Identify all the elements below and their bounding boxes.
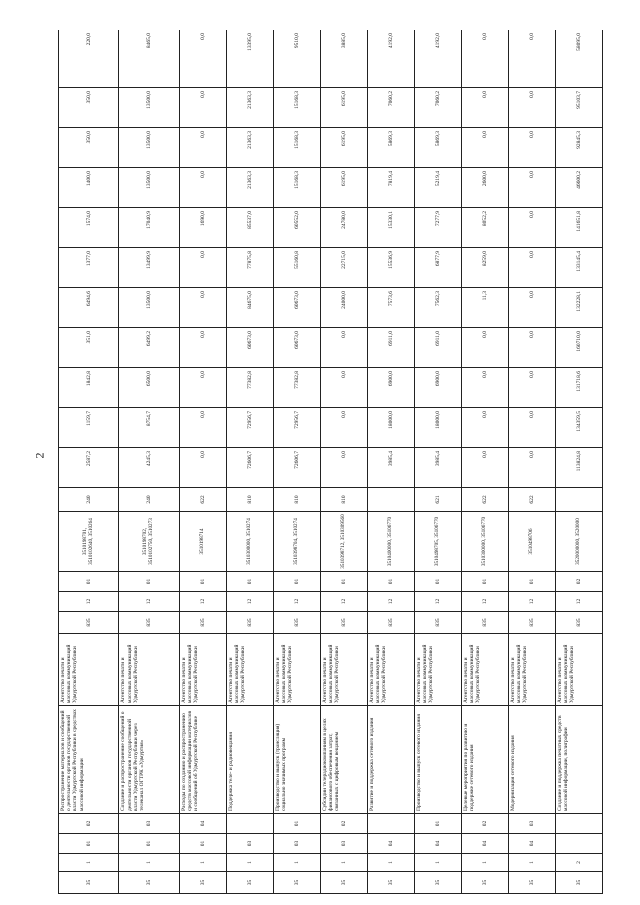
- cell-value-5: 0,0: [508, 288, 555, 328]
- cell-section-code: 12: [119, 592, 179, 612]
- cell-code-1: 35: [555, 872, 602, 894]
- cell-subsection-code: 01: [414, 572, 461, 592]
- cell-value-11: 0,0: [461, 30, 508, 88]
- cell-value-8: 1400,0: [59, 168, 119, 208]
- cell-value-7: 1690,0: [179, 208, 226, 248]
- cell-subsection-code: 01: [273, 572, 320, 592]
- table-row: [226, 30, 273, 894]
- cell-value-1: 0,0: [508, 448, 555, 488]
- cell-measure-name: Модернизация сетевого издания: [508, 706, 555, 814]
- cell-value-6: 8259,0: [461, 248, 508, 288]
- cell-value-3: 6900,0: [414, 368, 461, 408]
- cell-section-code: 12: [508, 592, 555, 612]
- cell-value-3: 77382,8: [273, 368, 320, 408]
- cell-value-2: 18000,0: [367, 408, 414, 448]
- cell-value-8: 7819,4: [367, 168, 414, 208]
- cell-value-10: 21363,3: [226, 88, 273, 128]
- cell-target-article-code: 3510398704, 3510274: [273, 512, 320, 572]
- cell-value-11: 4192,0: [414, 30, 461, 88]
- cell-code-3: 04: [508, 834, 555, 854]
- cell-code-1: 35: [273, 872, 320, 894]
- cell-grbs-code: 835: [414, 612, 461, 634]
- cell-value-3: 6500,0: [119, 368, 179, 408]
- cell-measure-name: Производство и выпуск (трансляция) социально значимых программ: [273, 706, 320, 814]
- cell-code-4: 02: [320, 814, 367, 834]
- cell-measure-name: Производство и выпуск сетевого издания: [414, 706, 461, 814]
- cell-expense-type-code: [555, 488, 602, 512]
- cell-value-7: 7277,9: [414, 208, 461, 248]
- cell-grbs-code: 835: [119, 612, 179, 634]
- cell-value-8: 2600,0: [461, 168, 508, 208]
- cell-grbs-code: 835: [179, 612, 226, 634]
- cell-value-7: 85537,0: [226, 208, 273, 248]
- cell-value-4: 6911,0: [414, 328, 461, 368]
- cell-value-2: 8754,7: [119, 408, 179, 448]
- cell-code-4: [367, 814, 414, 834]
- cell-value-6: 1377,0: [59, 248, 119, 288]
- cell-responsible-agency: Агентство печати и массовых коммуникаций Удмуртской Республики: [273, 634, 320, 706]
- cell-value-4: 351,0: [59, 328, 119, 368]
- cell-value-5: 7562,3: [414, 288, 461, 328]
- cell-target-article-code: 3510498706: [508, 512, 555, 572]
- cell-value-9: 92845,3: [555, 128, 602, 168]
- table-row: [59, 30, 119, 894]
- cell-value-6: 133145,4: [555, 248, 602, 288]
- cell-section-code: 12: [179, 592, 226, 612]
- cell-target-article-code: 3510198702, 3510102750, 3510273: [119, 512, 179, 572]
- table-row: [119, 30, 179, 894]
- cell-value-10: 7060,2: [367, 88, 414, 128]
- cell-subsection-code: 01: [320, 572, 367, 592]
- cell-expense-type-code: 240: [119, 488, 179, 512]
- cell-value-1: 0,0: [320, 448, 367, 488]
- cell-value-7: 15330,1: [367, 208, 414, 248]
- cell-value-8: 13500,0: [119, 168, 179, 208]
- cell-value-2: 0,0: [461, 408, 508, 448]
- cell-expense-type-code: [367, 488, 414, 512]
- cell-target-article-code: 3510398712, 3510309560: [320, 512, 367, 572]
- cell-section-code: 12: [59, 592, 119, 612]
- cell-measure-name: Поддержка теле- и радиовещания: [226, 706, 273, 814]
- cell-value-11: 4192,0: [367, 30, 414, 88]
- cell-code-3: 04: [367, 834, 414, 854]
- cell-value-11: 220,0: [59, 30, 119, 88]
- cell-subsection-code: 01: [59, 572, 119, 592]
- cell-code-1: 35: [414, 872, 461, 894]
- cell-code-1: 35: [320, 872, 367, 894]
- cell-responsible-agency: Агентство печати и массовых коммуникаций Удмуртской Республики: [226, 634, 273, 706]
- cell-target-article-code: 3510498705, 35106770: [414, 512, 461, 572]
- cell-value-1: 2587,2: [59, 448, 119, 488]
- cell-grbs-code: 835: [461, 612, 508, 634]
- cell-value-9: 21363,3: [226, 128, 273, 168]
- cell-subsection-code: 01: [367, 572, 414, 592]
- cell-code-1: 35: [59, 872, 119, 894]
- cell-code-4: 01: [273, 814, 320, 834]
- cell-code-1: 35: [367, 872, 414, 894]
- cell-subsection-code: 01: [226, 572, 273, 592]
- cell-subsection-code: 01: [119, 572, 179, 592]
- cell-code-2: 1: [367, 854, 414, 872]
- page-number: 2: [32, 452, 47, 459]
- cell-measure-name: Расходы по созданию и распространению средств массовой информации материалов и сообщений об Удмуртской Республике: [179, 706, 226, 814]
- cell-target-article-code: 3510198701, 3510102640, 3510264: [59, 512, 119, 572]
- cell-value-5: 7573,6: [367, 288, 414, 328]
- cell-value-2: 0,0: [508, 408, 555, 448]
- cell-value-10: 7060,2: [414, 88, 461, 128]
- cell-measure-name: Развитие и поддержка сетевого издания: [367, 706, 414, 814]
- cell-measure-name: Субсидии телерадиокомпаниям в целях финансового обеспечения затрат, связанных с цифровым вещанием: [320, 706, 367, 814]
- cell-value-4: 60673,0: [273, 328, 320, 368]
- cell-value-10: 6195,0: [320, 88, 367, 128]
- cell-value-9: 6195,0: [320, 128, 367, 168]
- cell-value-7: 8052,2: [461, 208, 508, 248]
- cell-value-1: 4245,3: [119, 448, 179, 488]
- cell-value-3: 77382,8: [226, 368, 273, 408]
- cell-responsible-agency: Агентство печати и массовых коммуникаций Удмуртской Республики: [59, 634, 119, 706]
- cell-code-3: 04: [461, 834, 508, 854]
- cell-code-2: 1: [273, 854, 320, 872]
- cell-expense-type-code: 621: [414, 488, 461, 512]
- cell-code-4: 01: [414, 814, 461, 834]
- cell-value-7: 60552,0: [273, 208, 320, 248]
- cell-value-4: 60673,0: [226, 328, 273, 368]
- cell-code-4: [226, 814, 273, 834]
- cell-value-3: 6900,0: [367, 368, 414, 408]
- cell-value-8: 0,0: [179, 168, 226, 208]
- cell-value-2: 0,0: [320, 408, 367, 448]
- cell-value-4: 0,0: [461, 328, 508, 368]
- cell-value-5: 11,3: [461, 288, 508, 328]
- cell-expense-type-code: 622: [179, 488, 226, 512]
- cell-expense-type-code: 622: [508, 488, 555, 512]
- cell-responsible-agency: Агентство печати и массовых коммуникаций Удмуртской Республики: [179, 634, 226, 706]
- cell-code-4: [555, 814, 602, 834]
- cell-value-9: 15168,3: [273, 128, 320, 168]
- cell-responsible-agency: Агентство печати и массовых коммуникаций Удмуртской Республики: [320, 634, 367, 706]
- cell-value-6: 22715,0: [320, 248, 367, 288]
- cell-code-3: 01: [119, 834, 179, 854]
- cell-code-3: [555, 834, 602, 854]
- cell-grbs-code: 835: [226, 612, 273, 634]
- cell-value-11: 0,0: [508, 30, 555, 88]
- cell-code-3: 01: [59, 834, 119, 854]
- cell-value-3: 0,0: [508, 368, 555, 408]
- cell-grbs-code: 835: [320, 612, 367, 634]
- cell-target-article-code: 3510300000, 3510274: [226, 512, 273, 572]
- cell-value-10: 0,0: [508, 88, 555, 128]
- cell-responsible-agency: Агентство печати и массовых коммуникаций Удмуртской Республики: [414, 634, 461, 706]
- cell-target-article-code: 3510198714: [179, 512, 226, 572]
- cell-value-8: 0,0: [508, 168, 555, 208]
- cell-value-4: 160710,0: [555, 328, 602, 368]
- cell-code-2: 1: [179, 854, 226, 872]
- cell-expense-type-code: 622: [461, 488, 508, 512]
- cell-value-10: 350,0: [59, 88, 119, 128]
- cell-value-10: 13500,0: [119, 88, 179, 128]
- budget-table: [58, 30, 603, 894]
- cell-value-6: 77875,8: [226, 248, 273, 288]
- cell-value-3: 131718,6: [555, 368, 602, 408]
- cell-value-2: 72956,7: [226, 408, 273, 448]
- cell-responsible-agency: Агентство печати и массовых коммуникаций Удмуртской Республики: [508, 634, 555, 706]
- table-row: [461, 30, 508, 894]
- cell-value-2: 72956,7: [273, 408, 320, 448]
- cell-section-code: 12: [555, 592, 602, 612]
- cell-value-2: 18000,0: [414, 408, 461, 448]
- cell-code-1: 35: [508, 872, 555, 894]
- cell-code-3: 01: [179, 834, 226, 854]
- cell-section-code: 12: [273, 592, 320, 612]
- cell-measure-name: Целевые мероприятия по развитию и поддержке сетевого издания: [461, 706, 508, 814]
- cell-value-5: 24000,0: [320, 288, 367, 328]
- cell-code-4: 02: [461, 814, 508, 834]
- cell-responsible-agency: Агентство печати и массовых коммуникаций Удмуртской Республики: [119, 634, 179, 706]
- cell-value-7: 17040,9: [119, 208, 179, 248]
- cell-code-2: 1: [414, 854, 461, 872]
- cell-code-3: 03: [320, 834, 367, 854]
- table-row: [555, 30, 602, 894]
- cell-value-8: 21363,3: [226, 168, 273, 208]
- cell-grbs-code: 835: [555, 612, 602, 634]
- cell-value-3: 1842,8: [59, 368, 119, 408]
- table-row: [367, 30, 414, 894]
- cell-value-5: 13500,0: [119, 288, 179, 328]
- table-row: [508, 30, 555, 894]
- table-row: [179, 30, 226, 894]
- cell-measure-name: Создание и поддержка печатных средств массовой информации, полиграфии: [555, 706, 602, 814]
- cell-code-2: 1: [119, 854, 179, 872]
- cell-value-3: 0,0: [179, 368, 226, 408]
- cell-code-2: 1: [461, 854, 508, 872]
- cell-code-2: 1: [226, 854, 273, 872]
- cell-value-4: 0,0: [508, 328, 555, 368]
- cell-target-article-code: 3510300000, 35106770: [461, 512, 508, 572]
- cell-expense-type-code: 810: [320, 488, 367, 512]
- cell-value-9: 0,0: [179, 128, 226, 168]
- cell-value-8: 46600,2: [555, 168, 602, 208]
- cell-value-11: 8465,0: [119, 30, 179, 88]
- cell-value-1: 72606,7: [226, 448, 273, 488]
- cell-value-10: 0,0: [179, 88, 226, 128]
- cell-section-code: 12: [367, 592, 414, 612]
- cell-expense-type-code: 240: [59, 488, 119, 512]
- cell-value-1: 3985,4: [414, 448, 461, 488]
- cell-value-1: 113824,8: [555, 448, 602, 488]
- cell-code-4: 03: [508, 814, 555, 834]
- cell-value-8: 15168,3: [273, 168, 320, 208]
- cell-subsection-code: 01: [508, 572, 555, 592]
- cell-value-6: 55160,8: [273, 248, 320, 288]
- cell-code-3: 03: [273, 834, 320, 854]
- cell-value-10: 15168,3: [273, 88, 320, 128]
- cell-value-4: 0,0: [320, 328, 367, 368]
- cell-code-2: 1: [59, 854, 119, 872]
- cell-value-3: 0,0: [461, 368, 508, 408]
- cell-code-2: 2: [555, 854, 602, 872]
- cell-expense-type-code: 810: [226, 488, 273, 512]
- cell-value-1: 0,0: [179, 448, 226, 488]
- cell-value-9: 5869,3: [414, 128, 461, 168]
- cell-value-11: 13395,0: [226, 30, 273, 88]
- cell-code-1: 35: [461, 872, 508, 894]
- cell-value-2: 134359,5: [555, 408, 602, 448]
- cell-section-code: 12: [414, 592, 461, 612]
- cell-value-2: 1159,7: [59, 408, 119, 448]
- cell-value-9: 350,0: [59, 128, 119, 168]
- table-row: [273, 30, 320, 894]
- cell-grbs-code: 835: [367, 612, 414, 634]
- cell-subsection-code: 02: [555, 572, 602, 592]
- cell-grbs-code: 835: [508, 612, 555, 634]
- cell-value-4: 0,0: [179, 328, 226, 368]
- cell-responsible-agency: Агентство печати и массовых коммуникаций Удмуртской Республики: [367, 634, 414, 706]
- cell-expense-type-code: 810: [273, 488, 320, 512]
- cell-value-4: 6911,0: [367, 328, 414, 368]
- cell-value-2: 0,0: [179, 408, 226, 448]
- cell-value-9: 0,0: [508, 128, 555, 168]
- cell-code-3: 03: [226, 834, 273, 854]
- cell-value-10: 95103,7: [555, 88, 602, 128]
- cell-value-5: 6494,6: [59, 288, 119, 328]
- cell-value-7: 1574,0: [59, 208, 119, 248]
- cell-value-6: 0,0: [179, 248, 226, 288]
- table-body: [59, 30, 603, 894]
- cell-value-1: 0,0: [461, 448, 508, 488]
- cell-code-1: 35: [179, 872, 226, 894]
- cell-code-1: 35: [226, 872, 273, 894]
- cell-grbs-code: 835: [59, 612, 119, 634]
- cell-section-code: 12: [461, 592, 508, 612]
- cell-value-11: 0,0: [179, 30, 226, 88]
- cell-section-code: 12: [320, 592, 367, 612]
- cell-measure-name: Создание и распространение сообщений о деятельности органов государственной власти Удмуртской Республики через телеканал ОГТРК «Удмуртия»: [119, 706, 179, 814]
- cell-value-3: 0,0: [320, 368, 367, 408]
- cell-code-4: 03: [119, 814, 179, 834]
- cell-value-4: 6499,2: [119, 328, 179, 368]
- cell-value-8: 6195,0: [320, 168, 367, 208]
- cell-value-7: 0,0: [508, 208, 555, 248]
- cell-value-9: 5869,3: [367, 128, 414, 168]
- cell-value-5: 84675,0: [226, 288, 273, 328]
- cell-target-article-code: 3510400000, 35106770: [367, 512, 414, 572]
- cell-code-3: 04: [414, 834, 461, 854]
- cell-code-2: 1: [320, 854, 367, 872]
- cell-grbs-code: 835: [273, 612, 320, 634]
- cell-value-1: 3985,4: [367, 448, 414, 488]
- cell-value-9: 0,0: [461, 128, 508, 168]
- cell-value-7: 141651,8: [555, 208, 602, 248]
- cell-subsection-code: 01: [461, 572, 508, 592]
- cell-value-7: 24780,0: [320, 208, 367, 248]
- cell-responsible-agency: Агентство печати и массовых коммуникаций Удмуртской Республики: [555, 634, 602, 706]
- rotated-page: [58, 30, 603, 894]
- table-row: [320, 30, 367, 894]
- cell-value-6: 0,0: [508, 248, 555, 288]
- cell-value-9: 13500,0: [119, 128, 179, 168]
- cell-code-2: 1: [508, 854, 555, 872]
- cell-section-code: 12: [226, 592, 273, 612]
- cell-subsection-code: 01: [179, 572, 226, 592]
- cell-value-6: 6877,9: [414, 248, 461, 288]
- cell-value-11: 58095,0: [555, 30, 602, 88]
- cell-value-10: 0,0: [461, 88, 508, 128]
- cell-code-1: 35: [119, 872, 179, 894]
- cell-value-11: 3885,0: [320, 30, 367, 88]
- cell-responsible-agency: Агентство печати и массовых коммуникаций Удмуртской Республики: [461, 634, 508, 706]
- cell-code-4: 02: [59, 814, 119, 834]
- cell-code-4: 04: [179, 814, 226, 834]
- cell-value-8: 5219,4: [414, 168, 461, 208]
- cell-value-1: 72606,7: [273, 448, 320, 488]
- cell-value-6: 15536,9: [367, 248, 414, 288]
- cell-value-5: 60673,0: [273, 288, 320, 328]
- cell-value-6: 13499,9: [119, 248, 179, 288]
- cell-value-5: 0,0: [179, 288, 226, 328]
- cell-value-5: 132228,1: [555, 288, 602, 328]
- cell-value-11: 9510,0: [273, 30, 320, 88]
- cell-target-article-code: 3520000000, 3520000: [555, 512, 602, 572]
- cell-measure-name: Распространение материалов и сообщений о деятельности органов государственной власти Удмуртской Республики в средствах массовой информации: [59, 706, 119, 814]
- table-row: [414, 30, 461, 894]
